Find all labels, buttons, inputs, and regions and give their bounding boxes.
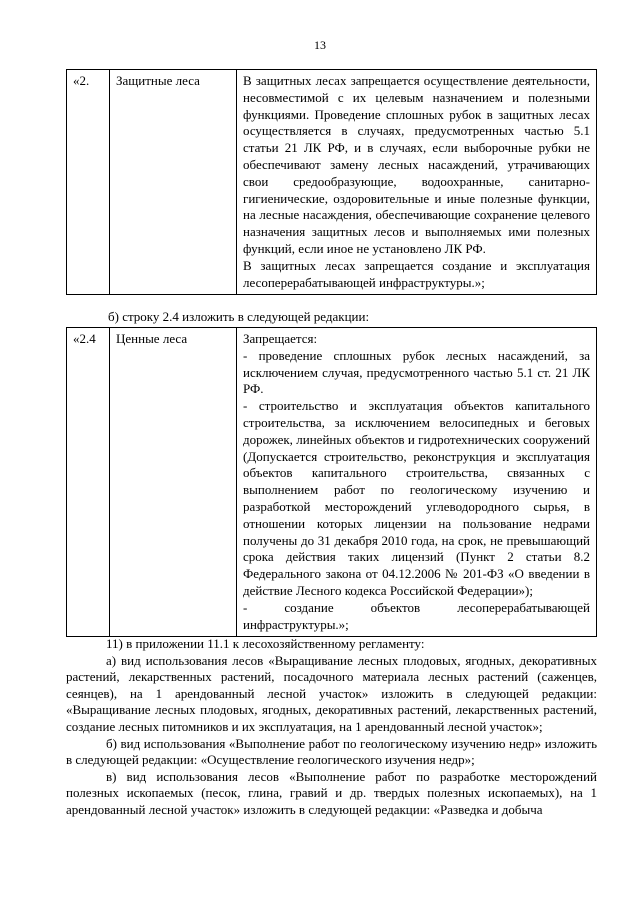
row-number: «2.4	[67, 328, 110, 637]
amendment-line-b: б) строку 2.4 изложить в следующей редакции:	[108, 309, 370, 324]
body-text	[66, 636, 597, 819]
restriction-paragraph: - создание объектов лесоперерабатывающей инфраструктуры.»;	[243, 599, 590, 632]
restriction-paragraph: Запрещается:	[243, 331, 318, 346]
restrictions-text	[237, 328, 597, 637]
table-row	[67, 328, 597, 637]
body-paragraph: а) вид использования лесов «Выращивание лесных плодовых, ягодных, декоративных растений, лекарственных растений, посадочного материала лесных растений (саженцев, сеянцев), на 1 арендованный лесной участок» изложить в следующей редакции: «Выращивание лесных плодовых, ягодных, декоративных растений, лекарственных растений, создание лесных питомников и их эксплуатация, на 1 арендованный лесной участок»;	[66, 652, 597, 734]
restrictions-text	[237, 70, 597, 295]
protective-forests-table	[66, 69, 597, 295]
body-paragraph: б) вид использования «Выполнение работ по геологическому изучению недр» изложить в следующей редакции: «Осуществление геологического изучения недр»;	[66, 735, 597, 768]
body-paragraph: в) вид использования лесов «Выполнение работ по разработке месторождений полезных ископаемых (песок, глина, гравий и др. твердых полезных ископаемых), на 1 арендованный лесной участок» изложить в следующей редакции: «Разведка и добыча	[66, 768, 597, 817]
page-number: 13	[314, 38, 326, 52]
row-number: «2.	[67, 70, 110, 295]
forest-category-name: Ценные леса	[110, 328, 237, 637]
restriction-paragraph: В защитных лесах запрещается создание и эксплуатация лесоперерабатывающей инфраструктуры.»;	[243, 257, 590, 290]
restriction-paragraph: - строительство и эксплуатация объектов капитального строительства, за исключением велосипедных и беговых дорожек, линейных объектов и гидротехнических сооружений (Допускается строительство, реконструкция и эксплуатация объектов капитального строительства, связанных с выполнением работ по геологическому изучению и разработкой месторождений углеводородного сырья, в отношении которых лицензии на пользование недрами получены до 31 декабря 2010 года, на срок, не превышающий срока действия таких лицензий (Пункт 2 статьи 8.2 Федерального закона от 04.12.2006 № 201-ФЗ «О введении в действие Лесного кодекса Российской Федерации»);	[243, 398, 590, 598]
restriction-paragraph: В защитных лесах запрещается осуществление деятельности, несовместимой с их целевым назначением и полезными функциями. Проведение сплошных рубок в защитных лесах осуществляется в случаях, предусмотренных частью 5.1 статьи 21 ЛК РФ, и в случаях, если выборочные рубки не обеспечивают замену лесных насаждений, утрачивающих свои средообразующие, водоохранные, санитарно-гигиенические, оздоровительные и иные полезные функции, на лесные насаждения, обеспечивающие сохранение целевого назначения защитных лесов и выполняемых ими полезных функций, если иное не установлено ЛК РФ.	[243, 73, 590, 256]
table-row	[67, 70, 597, 295]
forest-category-name: Защитные леса	[110, 70, 237, 295]
restriction-paragraph: - проведение сплошных рубок лесных насаждений, за исключением случая, предусмотренного частью 5.1 ст. 21 ЛК РФ.	[243, 347, 590, 397]
body-paragraph: 11) в приложении 11.1 к лесохозяйственному регламенту:	[106, 636, 425, 651]
valuable-forests-table	[66, 327, 597, 637]
